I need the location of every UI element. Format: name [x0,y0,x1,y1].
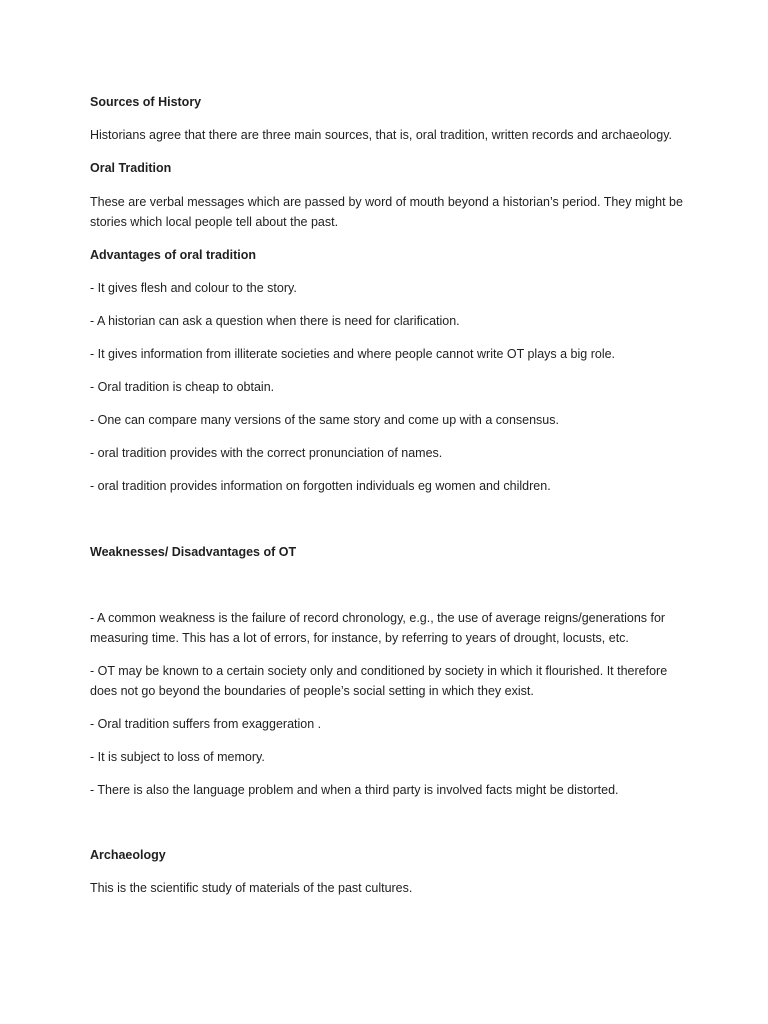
advantage-item: - It gives flesh and colour to the story. [90,281,297,295]
advantage-item: - It gives information from illiterate societies and where people cannot write OT plays a big role. [90,347,616,361]
weakness-item: - Oral tradition suffers from exaggeration . [90,717,322,731]
paragraph-oral-tradition: These are verbal messages which are passed by word of mouth beyond a historian’s period. They might be stories which local people tell about the past. [90,195,683,229]
advantage-item: - oral tradition provides with the correct pronunciation of names. [90,446,443,460]
weakness-item: - OT may be known to a certain society only and conditioned by society in which it flourished. It therefore does not go beyond the boundaries of people’s social setting in which they exist. [90,664,668,698]
advantage-item: - A historian can ask a question when there is need for clarification. [90,314,460,328]
heading-oral-tradition: Oral Tradition [90,161,172,175]
advantage-item: - oral tradition provides information on forgotten individuals eg women and children. [90,479,551,493]
paragraph-sources-intro: Historians agree that there are three main sources, that is, oral tradition, written records and archaeology. [90,128,673,142]
heading-advantages: Advantages of oral tradition [90,248,256,262]
weakness-item: - A common weakness is the failure of record chronology, e.g., the use of average reigns/generations for measuring time. This has a lot of errors, for instance, by referring to years of drought, locusts, etc. [90,611,666,645]
weakness-item: - It is subject to loss of memory. [90,750,265,764]
advantage-item: - One can compare many versions of the same story and come up with a consensus. [90,413,559,427]
weakness-item: - There is also the language problem and when a third party is involved facts might be distorted. [90,783,619,797]
paragraph-archaeology: This is the scientific study of materials of the past cultures. [90,881,413,895]
advantage-item: - Oral tradition is cheap to obtain. [90,380,275,394]
heading-weaknesses: Weaknesses/ Disadvantages of OT [90,545,297,559]
heading-archaeology: Archaeology [90,848,166,862]
heading-sources-of-history: Sources of History [90,95,202,109]
document-content [90,92,690,898]
